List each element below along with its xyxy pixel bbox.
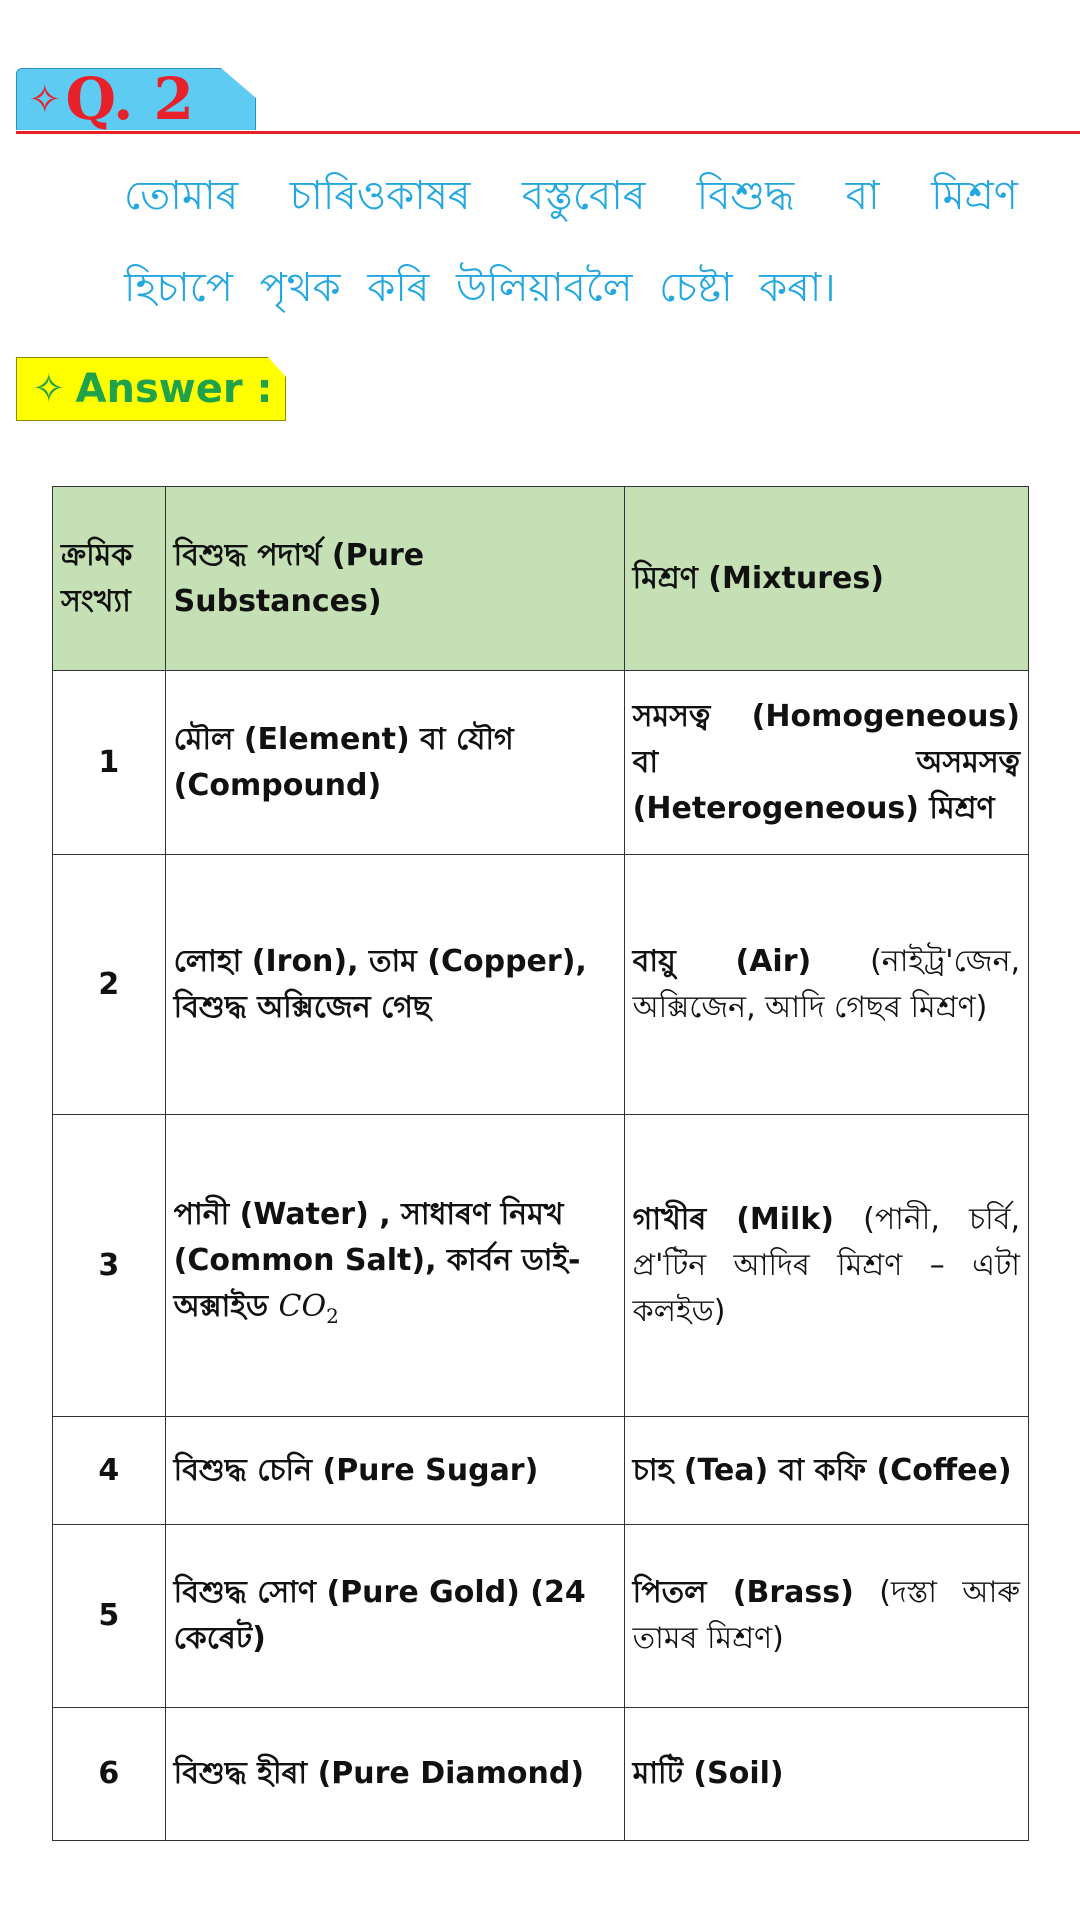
mixture-cell xyxy=(624,855,1028,1115)
formula-subscript: 2 xyxy=(326,1304,339,1328)
mixture-cell xyxy=(624,1417,1028,1525)
sparkle-icon: ✧ xyxy=(28,77,62,123)
serial-cell: 4 xyxy=(53,1417,166,1525)
question-text: তোমাৰ চাৰিওকাষৰ বস্তুবোৰ বিশুদ্ধ বা মিশ্ৰণ হিচাপে পৃথক কৰি উলিয়াবলৈ চেষ্টা কৰা। xyxy=(124,173,1018,311)
serial-cell: 2 xyxy=(53,855,166,1115)
mixture-note: (পানী, চৰ্বি, প্ৰ'টিন আদিৰ মিশ্ৰণ – এটা কলইড) xyxy=(632,1201,1021,1329)
pure-substance-cell: বিশুদ্ধ হীৰা (Pure Diamond) xyxy=(165,1708,624,1841)
mixture-name: বায়ু (Air) xyxy=(632,943,812,979)
pure-substance-cell: বিশুদ্ধ চেনি (Pure Sugar) xyxy=(165,1417,624,1525)
mixture-name: পিতল (Brass) xyxy=(632,1575,854,1610)
mixture-cell xyxy=(624,671,1028,855)
mixture-cell xyxy=(624,1525,1028,1708)
pure-substance-text: পানী (Water) , সাধাৰণ নিমখ (Common Salt), কাৰ্বন ডাই-অক্সাইড xyxy=(173,1197,581,1324)
question-number: Q. 2 xyxy=(65,65,194,133)
pure-substance-cell: বিশুদ্ধ সোণ (Pure Gold) (24 কেৰেট) xyxy=(165,1525,624,1708)
mixture-name: চাহ (Tea) বা কফি (Coffee) xyxy=(632,1452,1012,1488)
table-row xyxy=(53,1417,1029,1525)
mixture-name: মাটি (Soil) xyxy=(632,1756,784,1791)
mixture-cell xyxy=(624,1115,1028,1417)
serial-cell: 6 xyxy=(53,1708,166,1841)
serial-cell: 3 xyxy=(53,1115,166,1417)
mixture-cell xyxy=(624,1708,1028,1841)
sparkle-icon: ✧ xyxy=(32,366,66,412)
table-row xyxy=(53,1708,1029,1841)
table-row xyxy=(53,1115,1029,1417)
pure-substance-cell: লোহা (Iron), তাম (Copper), বিশুদ্ধ অক্সিজেন গেছ xyxy=(165,855,624,1115)
serial-cell: 1 xyxy=(53,671,166,855)
answer-label-text: Answer : xyxy=(75,366,273,412)
table-row xyxy=(53,855,1029,1115)
table-row xyxy=(53,671,1029,855)
mixture-note: (দস্তা আৰু তামৰ মিশ্ৰণ) xyxy=(632,1575,1020,1656)
serial-cell: 5 xyxy=(53,1525,166,1708)
mixture-note: (নাইট্ৰ'জেন, অক্সিজেন, আদি গেছৰ মিশ্ৰণ) xyxy=(632,943,1021,1025)
question-label xyxy=(28,66,194,133)
table-row xyxy=(53,1525,1029,1708)
table-header-row xyxy=(53,487,1029,671)
mixture-name: গাখীৰ (Milk) xyxy=(632,1201,835,1237)
pure-substance-cell xyxy=(165,1115,624,1417)
chemical-formula xyxy=(278,1289,339,1328)
pure-vs-mixture-table xyxy=(52,486,1029,1841)
formula-symbol: CO xyxy=(278,1289,327,1324)
header-pure-substances: বিশুদ্ধ পদাৰ্থ (Pure Substances) xyxy=(165,487,624,671)
pure-substance-cell: মৌল (Element) বা যৌগ (Compound) xyxy=(165,671,624,855)
header-mixtures: মিশ্ৰণ (Mixtures) xyxy=(624,487,1028,671)
header-serial: ক্ৰমিক সংখ্যা xyxy=(53,487,166,671)
answer-label xyxy=(32,362,273,416)
mixture-name: সমসত্ব (Homogeneous) বা অসমসত্ব (Heterogeneous) মিশ্ৰণ xyxy=(632,698,1020,826)
